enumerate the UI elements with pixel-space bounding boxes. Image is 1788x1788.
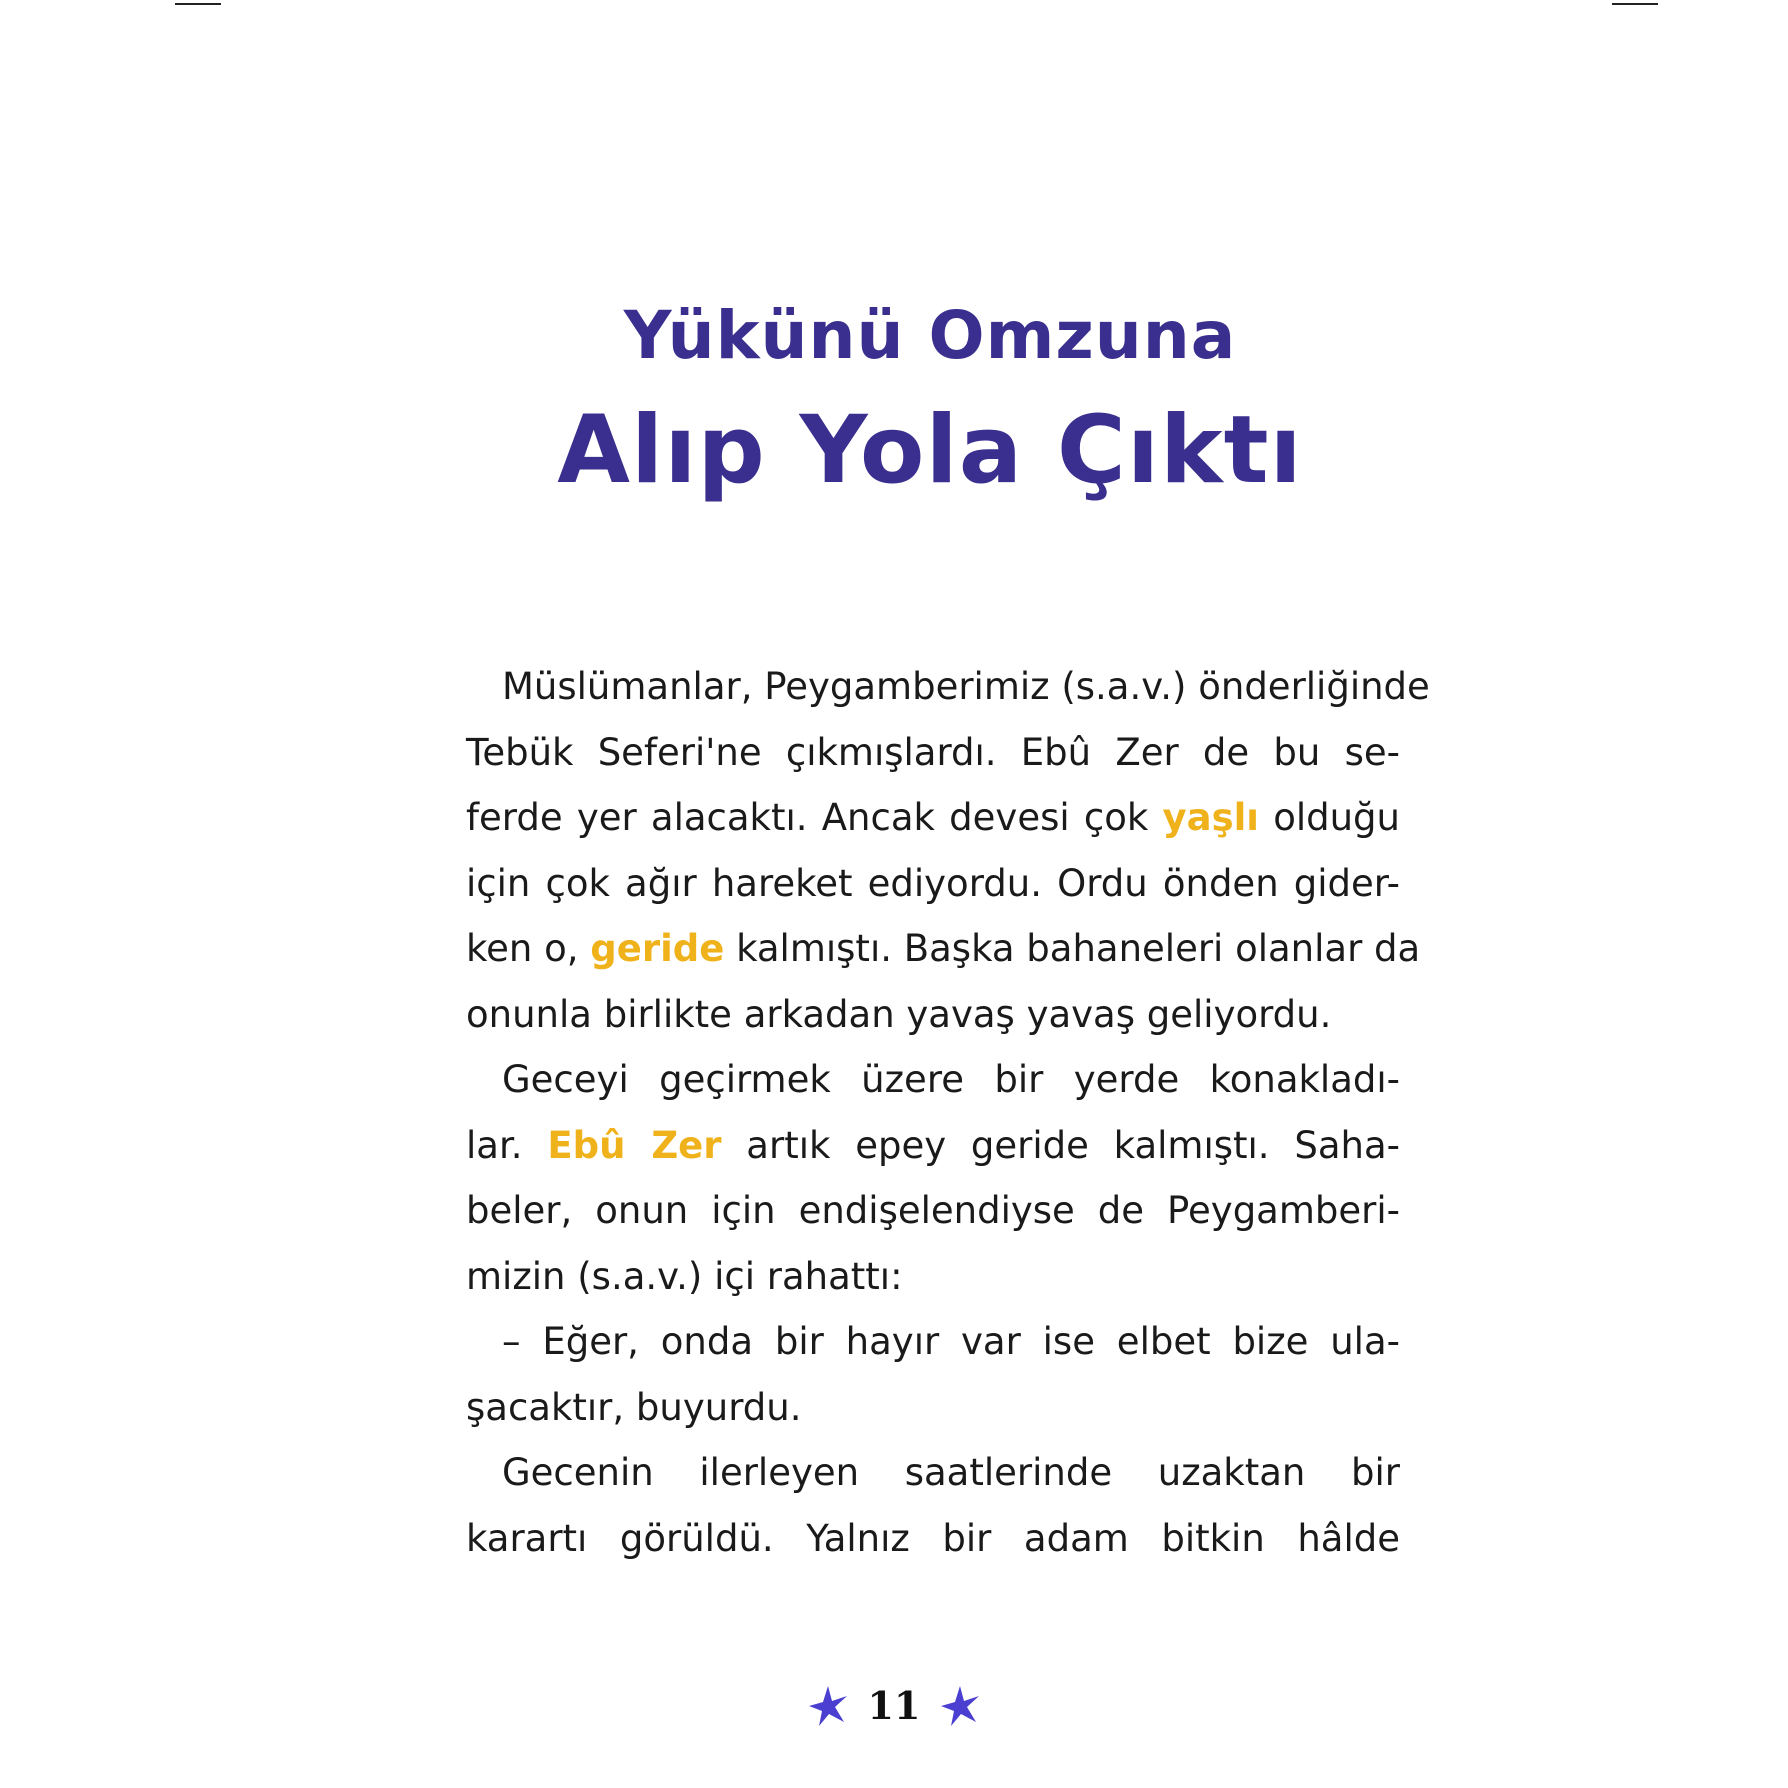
text-line: Gecenin ilerleyen saatlerinde uzaktan bir [502,1451,1400,1494]
highlighted-word: Ebû Zer [547,1123,722,1167]
text-line: Müslümanlar, Peygamberimiz (s.a.v.) önderliğinde [502,665,1430,708]
text-line: karartı görüldü. Yalnız bir adam bitkin hâlde [466,1516,1400,1560]
chapter-title-line-2: Alıp Yola Çıktı [557,396,1303,505]
text-line: Tebük Seferi'ne çıkmışlardı. Ebû Zer de bu se- [466,730,1400,774]
highlighted-word: yaşlı [1162,796,1259,839]
text-line: mizin (s.a.v.) içi rahattı: [466,1254,903,1298]
story-text [466,654,1430,1571]
star-icon [806,1684,850,1728]
page-footer [0,1683,1788,1732]
crop-mark-left [175,3,221,5]
text-line: için çok ağır hareket ediyordu. Ordu önden gider- [466,861,1400,905]
text-line: şacaktır, buyurdu. [466,1385,802,1429]
text-line: Geceyi geçirmek üzere bir yerde konakladı- [502,1058,1400,1101]
text-line: lar. Ebû Zer artık epey geride kalmıştı. Saha- [466,1123,1400,1167]
text-line: – Eğer, onda bir hayır var ise elbet bize ula- [502,1320,1400,1363]
chapter-title-line-1: Yükünü Omzuna [623,297,1237,374]
text-line: ferde yer alacaktı. Ancak devesi çok yaşlı olduğu [466,796,1400,839]
text-line: beler, onun için endişelendiyse de Peygamberi- [466,1189,1400,1232]
crop-mark-right [1612,3,1658,5]
highlighted-word: geride [590,927,725,970]
text-line: onunla birlikte arkadan yavaş yavaş geliyordu. [466,992,1332,1036]
text-line: ken o, geride kalmıştı. Başka bahaneleri olanlar da [466,927,1421,970]
page-number: 11 [867,1683,921,1728]
star-icon [938,1684,982,1728]
